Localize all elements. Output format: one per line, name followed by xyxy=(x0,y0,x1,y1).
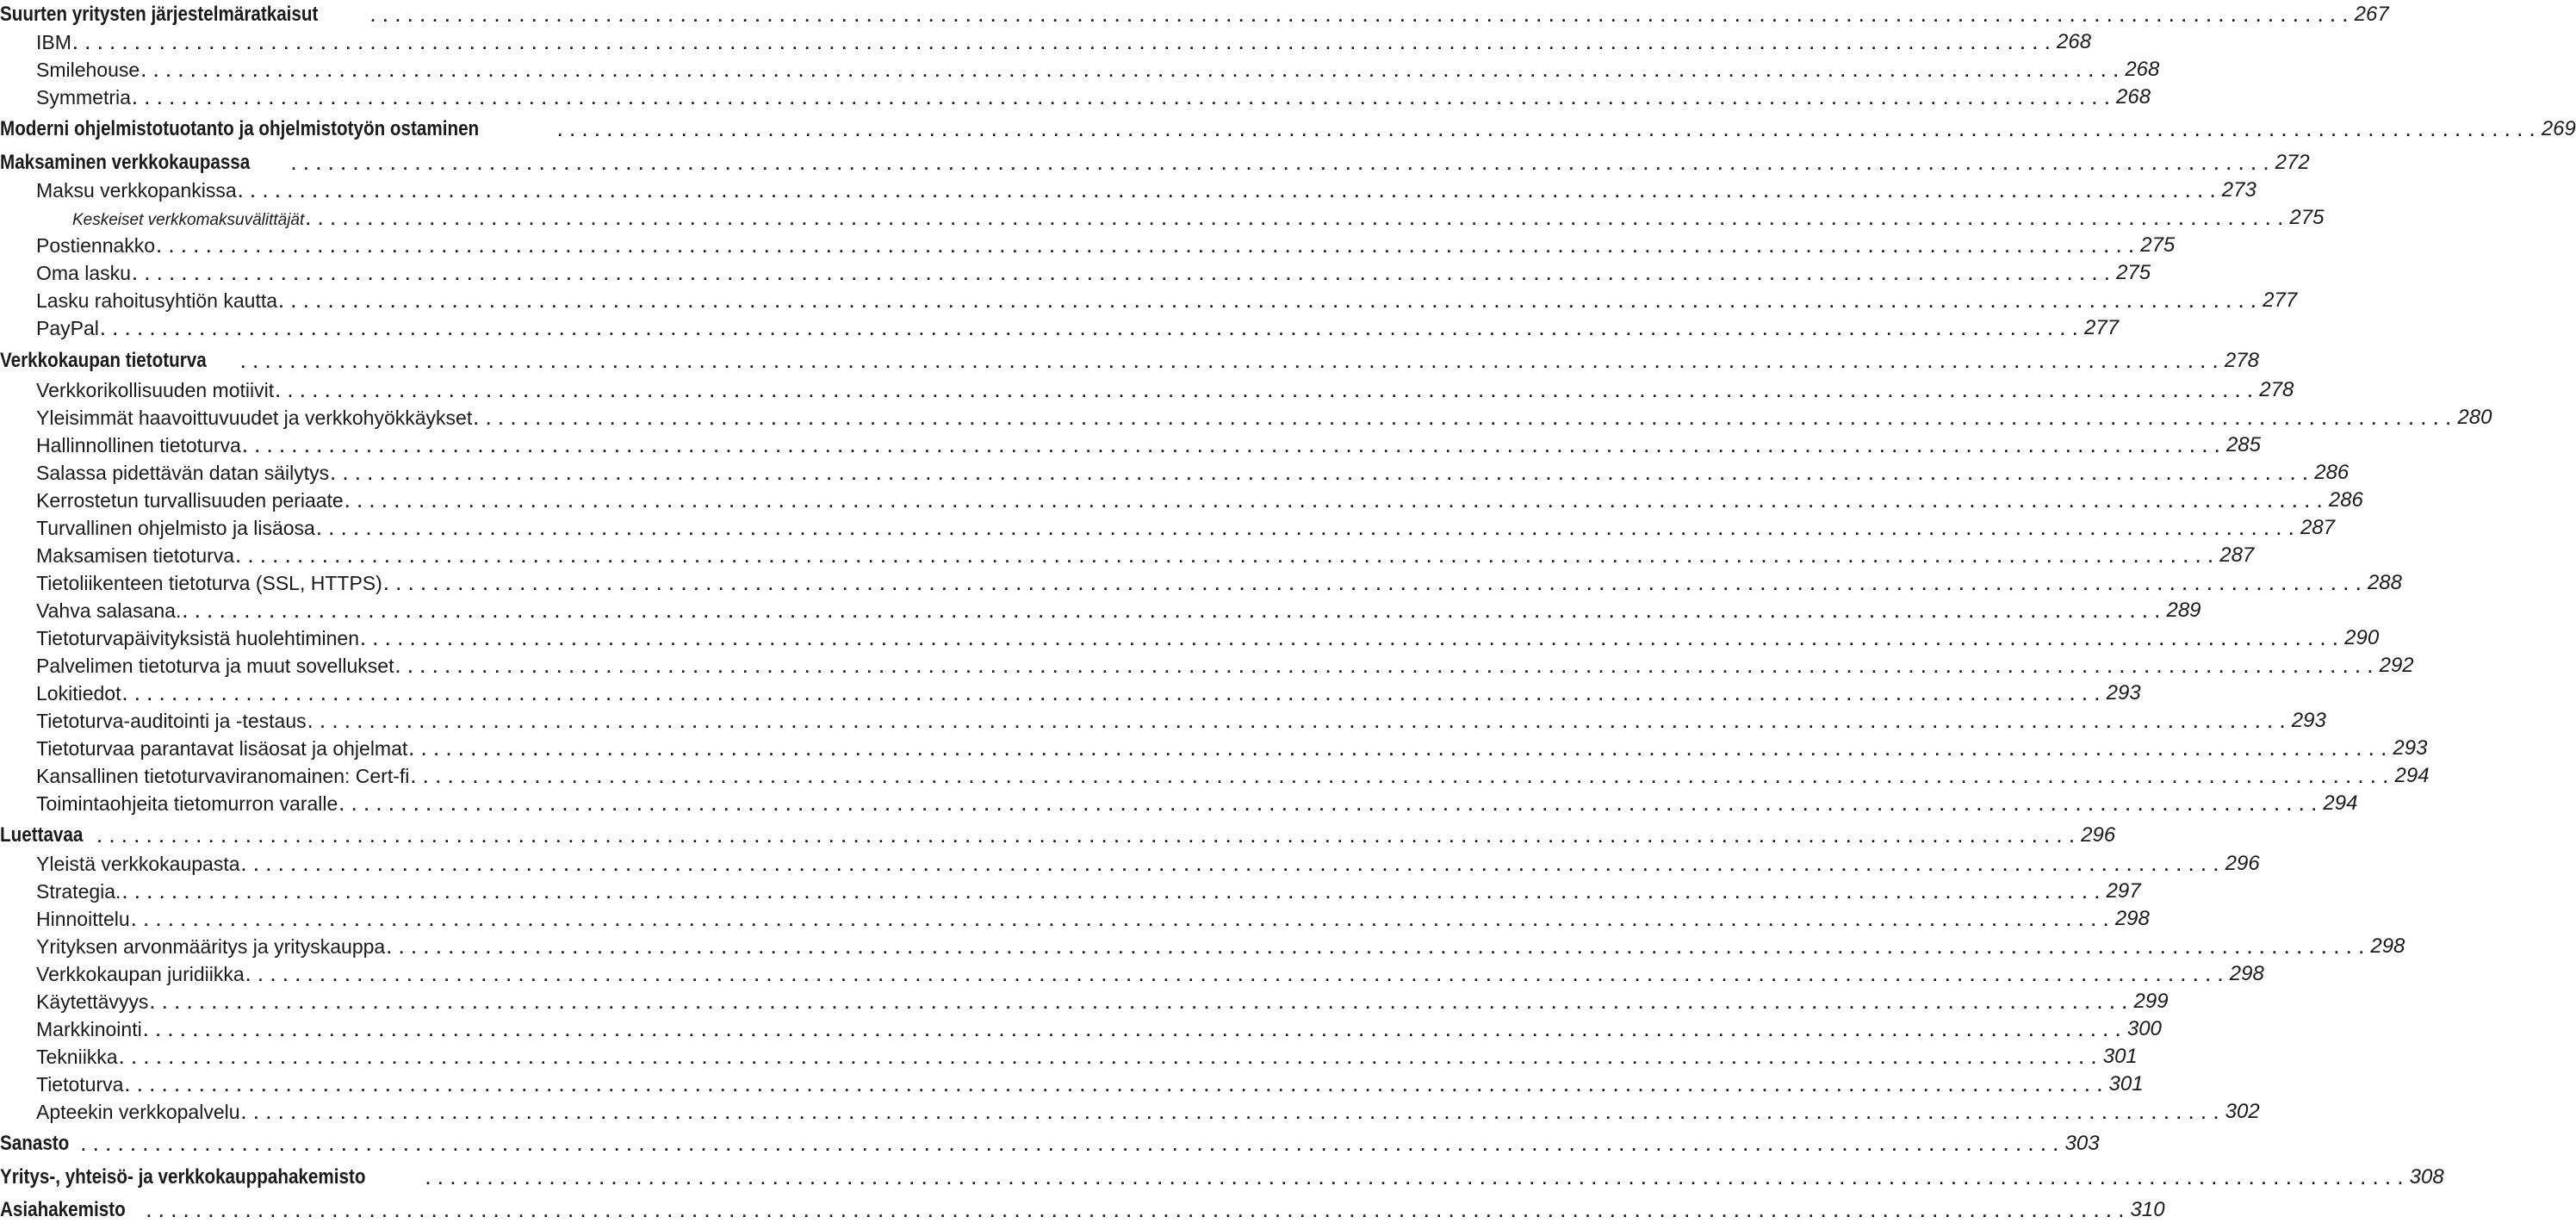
toc-entry-title: Salassa pidettävän datan säilytys xyxy=(36,462,330,484)
toc-entry xyxy=(0,286,2298,314)
toc-dot-leader: . . . . . . . . . . . . . . . . . . . . . . . . . . . . . . . . . . . . . . . . . . . . . . . . . . . . . . . . . . . . . . . . . . . . . . . . . . . . . . . . . . . . . . . . . . . . . . . . . . . . . . . . . . . . . . . . . . . . . . . . . . . . . . . . . . . . . . . . . . . . . . . . . . . . . . . . . . . . . . . . xyxy=(279,294,2258,311)
toc-entry-title: Oma lasku xyxy=(36,262,131,284)
toc-entry-title: Postiennakko xyxy=(36,234,156,257)
toc-entry-page-number: 273 xyxy=(2221,178,2256,202)
toc-dot-leader: . . . . . . . . . . . . . . . . . . . . . . . . . . . . . . . . . . . . . . . . . . . . . . . . . . . . . . . . . . . . . . . . . . . . . . . . . . . . . . . . . . . . . . . . . . . . . . . . . . . . . . . . . . . . . . . . . . . . . . . . . . . . . . . . . . . . . . . . . . . . . . . . . . . . . . . . . . . . . . . . xyxy=(425,1170,2405,1188)
toc-entry-title: Maksu verkkopankissa xyxy=(36,179,237,202)
toc-entry-page-number: 275 xyxy=(2116,261,2151,284)
toc-dot-leader: . . . . . . . . . . . . . . . . . . . . . . . . . . . . . . . . . . . . . . . . . . . . . . . . . . . . . . . . . . . . . . . . . . . . . . . . . . . . . . . . . . . . . . . . . . . . . . . . . . . . . . . . . . . . . . . . . . . . . . . . . . . . . . . . . . . . . . . . . . . . . . . . . . . . . . . . . . . . . . . . xyxy=(557,122,2536,140)
toc-entry xyxy=(0,624,2380,651)
toc-dot-leader: . . . . . . . . . . . . . . . . . . . . . . . . . . . . . . . . . . . . . . . . . . . . . . . . . . . . . . . . . . . . . . . . . . . . . . . . . . . . . . . . . . . . . . . . . . . . . . . . . . . . . . . . . . . . . . . . . . . . . . . . . . . . . . . . . . . . . . . . . . . . . . . . . . . . . . . . . . . . . . . . xyxy=(132,90,2112,108)
toc-dot-leader: . . . . . . . . . . . . . . . . . . . . . . . . . . . . . . . . . . . . . . . . . . . . . . . . . . . . . . . . . . . . . . . . . . . . . . . . . . . . . . . . . . . . . . . . . . . . . . . . . . . . . . . . . . . . . . . . . . . . . . . . . . . . . . . . . . . . . . . . . . . . . . . . . . . . . . . . . . . . . . . . xyxy=(307,714,2287,731)
toc-entry-page-number: 293 xyxy=(2291,709,2326,732)
toc-entry xyxy=(0,1015,2162,1042)
toc-entry-title: Yrityksen arvonmääritys ja yrityskauppa xyxy=(36,935,386,958)
toc-dot-leader: . . . . . . . . . . . . . . . . . . . . . . . . . . . . . . . . . . . . . . . . . . . . . . . . . . . . . . . . . . . . . . . . . . . . . . . . . . . . . . . . . . . . . . . . . . . . . . . . . . . . . . . . . . . . . . . . . . . . . . . . . . . . . . . . . . . . . . . . . . . . . . . . . . . . . . . . . . . . . . . . xyxy=(395,659,2374,676)
toc-entry-page-number: 303 xyxy=(2064,1132,2100,1155)
toc-dot-leader: . . . . . . . . . . . . . . . . . . . . . . . . . . . . . . . . . . . . . . . . . . . . . . . . . . . . . . . . . . . . . . . . . . . . . . . . . . . . . . . . . . . . . . . . . . . . . . . . . . . . . . . . . . . . . . . . . . . . . . . . . . . . . . . . . . . . . . . . . . . . . . . . . . . . . . . . . . . . . . . . xyxy=(100,321,2079,338)
toc-entry-title: Keskeiset verkkomaksuvälittäjät xyxy=(72,211,305,229)
toc-entry-title: Markkinointi xyxy=(36,1018,142,1040)
toc-entry-page-number: 272 xyxy=(2275,151,2310,174)
toc-entry-page-number: 292 xyxy=(2379,654,2414,677)
toc-entry-page-number: 298 xyxy=(2370,934,2405,958)
toc-entry-page-number: 277 xyxy=(2084,316,2120,339)
toc-entry-title: Käytettävyys xyxy=(36,990,149,1013)
toc-entry-title: Yleistä verkkokaupasta xyxy=(36,853,240,875)
toc-dot-leader: . . . . . . . . . . . . . . . . . . . . . . . . . . . . . . . . . . . . . . . . . . . . . . . . . . . . . . . . . . . . . . . . . . . . . . . . . . . . . . . . . . . . . . . . . . . . . . . . . . . . . . . . . . . . . . . . . . . . . . . . . . . . . . . . . . . . . . . . . . . . . . . . . . . . . . . . . . . . . . . . xyxy=(143,1022,2122,1040)
toc-dot-leader: . . . . . . . . . . . . . . . . . . . . . . . . . . . . . . . . . . . . . . . . . . . . . . . . . . . . . . . . . . . . . . . . . . . . . . . . . . . . . . . . . . . . . . . . . . . . . . . . . . . . . . . . . . . . . . . . . . . . . . . . . . . . . . . . . . . . . . . . . . . . . . . . . . . . . . . . . . . . . . . . xyxy=(238,183,2217,201)
toc-entry-page-number: 308 xyxy=(2409,1165,2444,1189)
toc-entry-title: Toimintaohjeita tietomurron varalle xyxy=(36,792,338,815)
toc-dot-leader: . . . . . . . . . . . . . . . . . . . . . . . . . . . . . . . . . . . . . . . . . . . . . . . . . . . . . . . . . . . . . . . . . . . . . . . . . . . . . . . . . . . . . . . . . . . . . . . . . . . . . . . . . . . . . . . . . . . . . . . . . . . . . . . . . . . . . . . . . . . . . . . . . . . . . . . . . . . . . . . . xyxy=(316,521,2295,538)
toc-entry-page-number: 300 xyxy=(2126,1017,2162,1040)
toc-entry-title: IBM xyxy=(36,31,71,53)
toc-dot-leader: . . . . . . . . . . . . . . . . . . . . . . . . . . . . . . . . . . . . . . . . . . . . . . . . . . . . . . . . . . . . . . . . . . . . . . . . . . . . . . . . . . . . . . . . . . . . . . . . . . . . . . . . . . . . . . . . . . . . . . . . . . . . . . . . . . . . . . . . . . . . . . . . . . . . . . . . . . . . . . . . xyxy=(411,769,2390,786)
toc-entry xyxy=(0,651,2414,679)
toc-entry-title: Lokitiedot xyxy=(36,682,121,705)
toc-entry-page-number: 268 xyxy=(2057,30,2092,53)
toc-entry xyxy=(0,821,2116,848)
toc-dot-leader: . . . . . . . . . . . . . . . . . . . . . . . . . . . . . . . . . . . . . . . . . . . . . . . . . . . . . . . . . . . . . . . . . . . . . . . . . . . . . . . . . . . . . . . . . . . . . . . . . . . . . . . . . . . . . . . . . . . . . . . . . . . . . . . . . . . . . . . . . . . . . . . . . . . . . . . . . . . . . . . . xyxy=(81,1137,2060,1154)
toc-dot-leader: . . . . . . . . . . . . . . . . . . . . . . . . . . . . . . . . . . . . . . . . . . . . . . . . . . . . . . . . . . . . . . . . . . . . . . . . . . . . . . . . . . . . . . . . . . . . . . . . . . . . . . . . . . . . . . . . . . . . . . . . . . . . . . . . . . . . . . . . . . . . . . . . . . . . . . . . . . . . . . . . xyxy=(125,1077,2104,1095)
toc-dot-leader: . . . . . . . . . . . . . . . . . . . . . . . . . . . . . . . . . . . . . . . . . . . . . . . . . . . . . . . . . . . . . . . . . . . . . . . . . . . . . . . . . . . . . . . . . . . . . . . . . . . . . . . . . . . . . . . . . . . . . . . . . . . . . . . . . . . . . . . . . . . . . . . . . . . . . . . . . . . . . . . . xyxy=(122,885,2101,902)
toc-entry-page-number: 285 xyxy=(2225,433,2261,456)
toc-entry-page-number: 293 xyxy=(2393,736,2428,760)
toc-entry xyxy=(0,849,2260,877)
toc-entry-title: Tekniikka xyxy=(36,1046,118,1068)
toc-entry-page-number: 296 xyxy=(2225,852,2260,875)
toc-entry xyxy=(0,541,2255,568)
toc-dot-leader: . . . . . . . . . . . . . . . . . . . . . . . . . . . . . . . . . . . . . . . . . . . . . . . . . . . . . . . . . . . . . . . . . . . . . . . . . . . . . . . . . . . . . . . . . . . . . . . . . . . . . . . . . . . . . . . . . . . . . . . . . . . . . . . . . . . . . . . . . . . . . . . . . . . . . . . . . . . . . . . . xyxy=(383,576,2362,593)
toc-entry-title: Suurten yritysten järjestelmäratkaisut xyxy=(0,3,319,26)
toc-dot-leader: . . . . . . . . . . . . . . . . . . . . . . . . . . . . . . . . . . . . . . . . . . . . . . . . . . . . . . . . . . . . . . . . . . . . . . . . . . . . . . . . . . . . . . . . . . . . . . . . . . . . . . . . . . . . . . . . . . . . . . . . . . . . . . . . . . . . . . . . . . . . . . . . . . . . . . . . . . . . . . . . xyxy=(291,156,2270,173)
toc-entry-title: Moderni ohjelmistotuotanto ja ohjelmistotyön ostaminen xyxy=(0,117,480,140)
toc-entry-title: Hallinnollinen tietoturva xyxy=(36,434,241,456)
toc-entry-title: Tietoliikenteen tietoturva (SSL, HTTPS) xyxy=(36,572,382,594)
toc-dot-leader: . . . . . . . . . . . . . . . . . . . . . . . . . . . . . . . . . . . . . . . . . . . . . . . . . . . . . . . . . . . . . . . . . . . . . . . . . . . . . . . . . . . . . . . . . . . . . . . . . . . . . . . . . . . . . . . . . . . . . . . . . . . . . . . . . . . . . . . . . . . . . . . . . . . . . . . . . . . . . . . . xyxy=(183,604,2162,621)
toc-entry-page-number: 269 xyxy=(2541,117,2576,140)
toc-entry xyxy=(0,55,2160,83)
toc-entry xyxy=(0,1070,2144,1097)
toc-entry xyxy=(0,761,2430,789)
toc-dot-leader: . . . . . . . . . . . . . . . . . . . . . . . . . . . . . . . . . . . . . . . . . . . . . . . . . . . . . . . . . . . . . . . . . . . . . . . . . . . . . . . . . . . . . . . . . . . . . . . . . . . . . . . . . . . . . . . . . . . . . . . . . . . . . . . . . . . . . . . . . . . . . . . . . . . . . . . . . . . . . . . . xyxy=(409,742,2388,759)
toc-dot-leader: . . . . . . . . . . . . . . . . . . . . . . . . . . . . . . . . . . . . . . . . . . . . . . . . . . . . . . . . . . . . . . . . . . . . . . . . . . . . . . . . . . . . . . . . . . . . . . . . . . . . . . . . . . . . . . . . . . . . . . . . . . . . . . . . . . . . . . . . . . . . . . . . . . . . . . . . . . . . . . . . xyxy=(306,211,2285,228)
toc-entry-title: Luettavaa xyxy=(0,823,84,847)
toc-entry xyxy=(0,734,2428,761)
toc-dot-leader: . . . . . . . . . . . . . . . . . . . . . . . . . . . . . . . . . . . . . . . . . . . . . . . . . . . . . . . . . . . . . . . . . . . . . . . . . . . . . . . . . . . . . . . . . . . . . . . . . . . . . . . . . . . . . . . . . . . . . . . . . . . . . . . . . . . . . . . . . . . . . . . . . . . . . . . . . . . . . . . . xyxy=(241,1105,2220,1122)
toc-entry-title: Lasku rahoitusyhtiön kautta xyxy=(36,289,278,312)
toc-entry-title: Palvelimen tietoturva ja muut sovellukset xyxy=(36,655,394,677)
toc-entry-page-number: 289 xyxy=(2166,599,2201,622)
toc-entry-page-number: 275 xyxy=(2140,233,2176,257)
toc-entry-page-number: 278 xyxy=(2259,378,2294,401)
toc-entry-page-number: 298 xyxy=(2229,962,2264,985)
toc-entry xyxy=(0,1195,2165,1223)
toc-entry xyxy=(0,376,2294,403)
toc-dot-leader: . . . . . . . . . . . . . . . . . . . . . . . . . . . . . . . . . . . . . . . . . . . . . . . . . . . . . . . . . . . . . . . . . . . . . . . . . . . . . . . . . . . . . . . . . . . . . . . . . . . . . . . . . . . . . . . . . . . . . . . . . . . . . . . . . . . . . . . . . . . . . . . . . . . . . . . . . . . . . . . . xyxy=(141,63,2120,80)
toc-entry xyxy=(0,959,2264,987)
toc-entry-page-number: 301 xyxy=(2108,1072,2144,1096)
toc-dot-leader: . . . . . . . . . . . . . . . . . . . . . . . . . . . . . . . . . . . . . . . . . . . . . . . . . . . . . . . . . . . . . . . . . . . . . . . . . . . . . . . . . . . . . . . . . . . . . . . . . . . . . . . . . . . . . . . . . . . . . . . . . . . . . . . . . . . . . . . . . . . . . . . . . . . . . . . . . . . . . . . . xyxy=(97,829,2076,846)
toc-entry xyxy=(0,346,2259,374)
toc-entry-title: Strategia. xyxy=(36,880,121,903)
toc-entry xyxy=(0,431,2261,458)
toc-entry xyxy=(0,1042,2138,1070)
toc-dot-leader: . . . . . . . . . . . . . . . . . . . . . . . . . . . . . . . . . . . . . . . . . . . . . . . . . . . . . . . . . . . . . . . . . . . . . . . . . . . . . . . . . . . . . . . . . . . . . . . . . . . . . . . . . . . . . . . . . . . . . . . . . . . . . . . . . . . . . . . . . . . . . . . . . . . . . . . . . . . . . . . . xyxy=(387,940,2366,957)
toc-dot-leader: . . . . . . . . . . . . . . . . . . . . . . . . . . . . . . . . . . . . . . . . . . . . . . . . . . . . . . . . . . . . . . . . . . . . . . . . . . . . . . . . . . . . . . . . . . . . . . . . . . . . . . . . . . . . . . . . . . . . . . . . . . . . . . . . . . . . . . . . . . . . . . . . . . . . . . . . . . . . . . . . xyxy=(146,1203,2126,1220)
toc-entry-page-number: 287 xyxy=(2219,543,2255,567)
toc-entry-title: Sanasto xyxy=(0,1132,70,1155)
toc-entry-title: Hinnoittelu xyxy=(36,908,130,930)
toc-entry-page-number: 286 xyxy=(2328,488,2363,512)
toc-entry-page-number: 299 xyxy=(2133,990,2169,1013)
toc-entry-page-number: 301 xyxy=(2102,1045,2138,1068)
toc-entry-title: PayPal xyxy=(36,317,99,339)
toc-entry xyxy=(0,1129,2100,1157)
toc-entry xyxy=(0,458,2349,486)
toc-dot-leader: . . . . . . . . . . . . . . . . . . . . . . . . . . . . . . . . . . . . . . . . . . . . . . . . . . . . . . . . . . . . . . . . . . . . . . . . . . . . . . . . . . . . . . . . . . . . . . . . . . . . . . . . . . . . . . . . . . . . . . . . . . . . . . . . . . . . . . . . . . . . . . . . . . . . . . . . . . . . . . . . xyxy=(150,995,2129,1012)
toc-entry-page-number: 268 xyxy=(2125,58,2160,81)
toc-entry-title: Verkkokaupan tietoturva xyxy=(0,349,207,372)
toc-entry-title: Tietoturvaa parantavat lisäosat ja ohjelmat xyxy=(36,737,408,760)
toc-dot-leader: . . . . . . . . . . . . . . . . . . . . . . . . . . . . . . . . . . . . . . . . . . . . . . . . . . . . . . . . . . . . . . . . . . . . . . . . . . . . . . . . . . . . . . . . . . . . . . . . . . . . . . . . . . . . . . . . . . . . . . . . . . . . . . . . . . . . . . . . . . . . . . . . . . . . . . . . . . . . . . . . xyxy=(72,35,2052,53)
toc-dot-leader: . . . . . . . . . . . . . . . . . . . . . . . . . . . . . . . . . . . . . . . . . . . . . . . . . . . . . . . . . . . . . . . . . . . . . . . . . . . . . . . . . . . . . . . . . . . . . . . . . . . . . . . . . . . . . . . . . . . . . . . . . . . . . . . . . . . . . . . . . . . . . . . . . . . . . . . . . . . . . . . . xyxy=(474,411,2453,428)
toc-entry xyxy=(0,679,2141,706)
toc-dot-leader: . . . . . . . . . . . . . . . . . . . . . . . . . . . . . . . . . . . . . . . . . . . . . . . . . . . . . . . . . . . . . . . . . . . . . . . . . . . . . . . . . . . . . . . . . . . . . . . . . . . . . . . . . . . . . . . . . . . . . . . . . . . . . . . . . . . . . . . . . . . . . . . . . . . . . . . . . . . . . . . . xyxy=(370,8,2349,25)
toc-entry xyxy=(0,486,2363,513)
toc-entry xyxy=(0,231,2176,258)
toc-entry-title: Symmetria xyxy=(36,86,131,109)
toc-entry-page-number: 310 xyxy=(2130,1198,2165,1221)
toc-entry-title: Verkkorikollisuuden motiivit xyxy=(36,379,275,401)
toc-entry-page-number: 294 xyxy=(2394,764,2430,787)
toc-entry-page-number: 267 xyxy=(2354,3,2389,26)
toc-entry-page-number: 298 xyxy=(2114,907,2150,930)
toc-dot-leader: . . . . . . . . . . . . . . . . . . . . . . . . . . . . . . . . . . . . . . . . . . . . . . . . . . . . . . . . . . . . . . . . . . . . . . . . . . . . . . . . . . . . . . . . . . . . . . . . . . . . . . . . . . . . . . . . . . . . . . . . . . . . . . . . . . . . . . . . . . . . . . . . . . . . . . . . . . . . . . . . xyxy=(157,239,2136,256)
toc-dot-leader: . . . . . . . . . . . . . . . . . . . . . . . . . . . . . . . . . . . . . . . . . . . . . . . . . . . . . . . . . . . . . . . . . . . . . . . . . . . . . . . . . . . . . . . . . . . . . . . . . . . . . . . . . . . . . . . . . . . . . . . . . . . . . . . . . . . . . . . . . . . . . . . . . . . . . . . . . . . . . . . . xyxy=(240,354,2219,371)
toc-entry-title: Vahva salasana. xyxy=(36,599,182,622)
toc-entry xyxy=(0,706,2326,734)
toc-entry-page-number: 278 xyxy=(2224,349,2259,372)
toc-entry-page-number: 280 xyxy=(2457,406,2492,429)
toc-entry-page-number: 294 xyxy=(2323,792,2358,815)
toc-entry xyxy=(0,403,2492,431)
toc-entry-page-number: 268 xyxy=(2116,85,2151,109)
toc-entry-title: Tietoturva xyxy=(36,1073,124,1096)
toc-entry-page-number: 296 xyxy=(2081,823,2116,847)
toc-entry-title: Verkkokaupan juridiikka xyxy=(36,963,245,985)
toc-dot-leader: . . . . . . . . . . . . . . . . . . . . . . . . . . . . . . . . . . . . . . . . . . . . . . . . . . . . . . . . . . . . . . . . . . . . . . . . . . . . . . . . . . . . . . . . . . . . . . . . . . . . . . . . . . . . . . . . . . . . . . . . . . . . . . . . . . . . . . . . . . . . . . . . . . . . . . . . . . . . . . . . xyxy=(122,686,2101,704)
toc-entry xyxy=(0,932,2405,959)
toc-entry xyxy=(0,1097,2260,1125)
toc-entry xyxy=(0,203,2325,231)
toc-dot-leader: . . . . . . . . . . . . . . . . . . . . . . . . . . . . . . . . . . . . . . . . . . . . . . . . . . . . . . . . . . . . . . . . . . . . . . . . . . . . . . . . . . . . . . . . . . . . . . . . . . . . . . . . . . . . . . . . . . . . . . . . . . . . . . . . . . . . . . . . . . . . . . . . . . . . . . . . . . . . . . . . xyxy=(241,857,2220,874)
toc-entry xyxy=(0,83,2151,110)
toc-entry-title: Maksaminen verkkokaupassa xyxy=(0,151,251,174)
toc-entry xyxy=(0,314,2120,341)
toc-dot-leader: . . . . . . . . . . . . . . . . . . . . . . . . . . . . . . . . . . . . . . . . . . . . . . . . . . . . . . . . . . . . . . . . . . . . . . . . . . . . . . . . . . . . . . . . . . . . . . . . . . . . . . . . . . . . . . . . . . . . . . . . . . . . . . . . . . . . . . . . . . . . . . . . . . . . . . . . . . . . . . . . xyxy=(345,494,2324,511)
toc-entry-page-number: 286 xyxy=(2314,461,2349,484)
toc-entry xyxy=(0,568,2402,596)
toc-entry-title: Maksamisen tietoturva xyxy=(36,544,235,567)
toc-entry xyxy=(0,0,2389,28)
toc-entry xyxy=(0,987,2169,1015)
toc-entry xyxy=(0,513,2336,541)
toc-entry-title: Asiahakemisto xyxy=(0,1198,126,1221)
toc-dot-leader: . . . . . . . . . . . . . . . . . . . . . . . . . . . . . . . . . . . . . . . . . . . . . . . . . . . . . . . . . . . . . . . . . . . . . . . . . . . . . . . . . . . . . . . . . . . . . . . . . . . . . . . . . . . . . . . . . . . . . . . . . . . . . . . . . . . . . . . . . . . . . . . . . . . . . . . . . . . . . . . . xyxy=(331,466,2310,483)
toc-entry-page-number: 277 xyxy=(2263,289,2298,312)
toc-entry-page-number: 290 xyxy=(2344,626,2380,649)
toc-entry xyxy=(0,789,2358,816)
toc-entry-page-number: 297 xyxy=(2106,879,2141,903)
toc-entry-page-number: 302 xyxy=(2225,1100,2260,1123)
toc-entry-title: Yritys-, yhteisö- ja verkkokauppahakemisto xyxy=(0,1165,366,1189)
toc-entry-title: Kansallinen tietoturvaviranomainen: Cert-fi xyxy=(36,765,410,787)
toc-dot-leader: . . . . . . . . . . . . . . . . . . . . . . . . . . . . . . . . . . . . . . . . . . . . . . . . . . . . . . . . . . . . . . . . . . . . . . . . . . . . . . . . . . . . . . . . . . . . . . . . . . . . . . . . . . . . . . . . . . . . . . . . . . . . . . . . . . . . . . . . . . . . . . . . . . . . . . . . . . . . . . . . xyxy=(242,438,2221,456)
toc-entry-title: Apteekin verkkopalvelu xyxy=(36,1101,240,1123)
toc-entry xyxy=(0,1163,2444,1190)
toc-dot-leader: . . . . . . . . . . . . . . . . . . . . . . . . . . . . . . . . . . . . . . . . . . . . . . . . . . . . . . . . . . . . . . . . . . . . . . . . . . . . . . . . . . . . . . . . . . . . . . . . . . . . . . . . . . . . . . . . . . . . . . . . . . . . . . . . . . . . . . . . . . . . . . . . . . . . . . . . . . . . . . . . xyxy=(245,967,2225,984)
toc-dot-leader: . . . . . . . . . . . . . . . . . . . . . . . . . . . . . . . . . . . . . . . . . . . . . . . . . . . . . . . . . . . . . . . . . . . . . . . . . . . . . . . . . . . . . . . . . . . . . . . . . . . . . . . . . . . . . . . . . . . . . . . . . . . . . . . . . . . . . . . . . . . . . . . . . . . . . . . . . . . . . . . . xyxy=(339,797,2318,814)
toc-entry-page-number: 275 xyxy=(2289,206,2325,229)
toc-entry xyxy=(0,115,2576,142)
toc-entry-title: Yleisimmät haavoittuvuudet ja verkkohyökkäykset xyxy=(36,407,473,429)
toc-entry xyxy=(0,596,2201,624)
toc-entry xyxy=(0,28,2092,55)
toc-entry xyxy=(0,176,2256,203)
toc-entry xyxy=(0,877,2141,904)
toc-dot-leader: . . . . . . . . . . . . . . . . . . . . . . . . . . . . . . . . . . . . . . . . . . . . . . . . . . . . . . . . . . . . . . . . . . . . . . . . . . . . . . . . . . . . . . . . . . . . . . . . . . . . . . . . . . . . . . . . . . . . . . . . . . . . . . . . . . . . . . . . . . . . . . . . . . . . . . . . . . . . . . . . xyxy=(119,1050,2098,1067)
toc-entry-title: Kerrostetun turvallisuuden periaate xyxy=(36,489,344,512)
toc-dot-leader: . . . . . . . . . . . . . . . . . . . . . . . . . . . . . . . . . . . . . . . . . . . . . . . . . . . . . . . . . . . . . . . . . . . . . . . . . . . . . . . . . . . . . . . . . . . . . . . . . . . . . . . . . . . . . . . . . . . . . . . . . . . . . . . . . . . . . . . . . . . . . . . . . . . . . . . . . . . . . . . . xyxy=(361,631,2340,649)
toc-entry xyxy=(0,904,2150,932)
toc-entry-title: Smilehouse xyxy=(36,59,140,81)
toc-entry-title: Tietoturva-auditointi ja -testaus xyxy=(36,710,307,732)
toc-dot-leader: . . . . . . . . . . . . . . . . . . . . . . . . . . . . . . . . . . . . . . . . . . . . . . . . . . . . . . . . . . . . . . . . . . . . . . . . . . . . . . . . . . . . . . . . . . . . . . . . . . . . . . . . . . . . . . . . . . . . . . . . . . . . . . . . . . . . . . . . . . . . . . . . . . . . . . . . . . . . . . . . xyxy=(236,549,2215,566)
toc-entry-page-number: 287 xyxy=(2300,516,2336,539)
toc-dot-leader: . . . . . . . . . . . . . . . . . . . . . . . . . . . . . . . . . . . . . . . . . . . . . . . . . . . . . . . . . . . . . . . . . . . . . . . . . . . . . . . . . . . . . . . . . . . . . . . . . . . . . . . . . . . . . . . . . . . . . . . . . . . . . . . . . . . . . . . . . . . . . . . . . . . . . . . . . . . . . . . . xyxy=(276,383,2255,400)
toc-entry-page-number: 293 xyxy=(2106,681,2141,705)
toc-entry xyxy=(0,148,2310,176)
toc-entry-title: Turvallinen ohjelmisto ja lisäosa xyxy=(36,517,315,539)
toc-entry-title: Tietoturvapäivityksistä huolehtiminen xyxy=(36,627,359,649)
toc-entry xyxy=(0,258,2151,286)
toc-dot-leader: . . . . . . . . . . . . . . . . . . . . . . . . . . . . . . . . . . . . . . . . . . . . . . . . . . . . . . . . . . . . . . . . . . . . . . . . . . . . . . . . . . . . . . . . . . . . . . . . . . . . . . . . . . . . . . . . . . . . . . . . . . . . . . . . . . . . . . . . . . . . . . . . . . . . . . . . . . . . . . . . xyxy=(131,912,2110,929)
toc-entry-page-number: 288 xyxy=(2367,571,2402,594)
toc-dot-leader: . . . . . . . . . . . . . . . . . . . . . . . . . . . . . . . . . . . . . . . . . . . . . . . . . . . . . . . . . . . . . . . . . . . . . . . . . . . . . . . . . . . . . . . . . . . . . . . . . . . . . . . . . . . . . . . . . . . . . . . . . . . . . . . . . . . . . . . . . . . . . . . . . . . . . . . . . . . . . . . . xyxy=(132,266,2112,283)
